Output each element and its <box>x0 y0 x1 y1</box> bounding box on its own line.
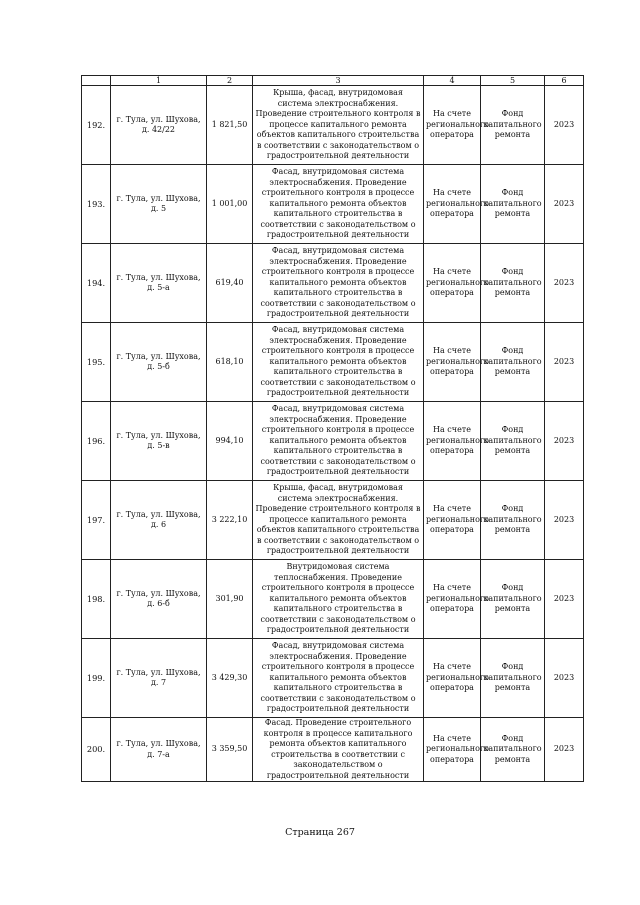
funding-source-cell: Фонд капитального ремонта <box>481 639 545 718</box>
area-cell: 1 821,50 <box>207 86 253 165</box>
account-type-cell: На счете регионального оператора <box>424 481 481 560</box>
address-cell: г. Тула, ул. Шухова, д. 6-б <box>111 560 207 639</box>
row-number-cell: 198. <box>82 560 111 639</box>
funding-source-cell: Фонд капитального ремонта <box>481 402 545 481</box>
area-cell: 994,10 <box>207 402 253 481</box>
account-type-cell: На счете регионального оператора <box>424 165 481 244</box>
works-description-cell: Крыша, фасад, внутридомовая система электроснабжения. Проведение строительного контроля в процессе капитального ремонта объектов капитального строительства в соответствии с законодательством о градостроительной деятельности <box>253 86 424 165</box>
works-description-cell: Фасад, внутридомовая система электроснабжения. Проведение строительного контроля в процессе капитального ремонта объектов капитального строительства в соответствии с законодательством о градостроительной деятельности <box>253 639 424 718</box>
account-type-cell: На счете регионального оператора <box>424 560 481 639</box>
year-cell: 2023 <box>545 639 584 718</box>
works-description-cell: Внутридомовая система теплоснабжения. Проведение строительного контроля в процессе капитального ремонта объектов капитального строительства в соответствии с законодательством о градостроительной деятельности <box>253 560 424 639</box>
area-cell: 618,10 <box>207 323 253 402</box>
works-description-cell: Крыша, фасад, внутридомовая система электроснабжения. Проведение строительного контроля в процессе капитального ремонта объектов капитального строительства в соответствии с законодательством о градостроительной деятельности <box>253 481 424 560</box>
address-cell: г. Тула, ул. Шухова, д. 7 <box>111 639 207 718</box>
table-row <box>82 323 584 402</box>
address-cell: г. Тула, ул. Шухова, д. 6 <box>111 481 207 560</box>
year-cell: 2023 <box>545 402 584 481</box>
row-number-cell: 197. <box>82 481 111 560</box>
funding-source-cell: Фонд капитального ремонта <box>481 86 545 165</box>
works-description-cell: Фасад, внутридомовая система электроснабжения. Проведение строительного контроля в процессе капитального ремонта объектов капитального строительства в соответствии с законодательством о градостроительной деятельности <box>253 165 424 244</box>
area-cell: 3 359,50 <box>207 718 253 782</box>
year-cell: 2023 <box>545 481 584 560</box>
address-cell: г. Тула, ул. Шухова, д. 7-а <box>111 718 207 782</box>
account-type-cell: На счете регионального оператора <box>424 639 481 718</box>
account-type-cell: На счете регионального оператора <box>424 323 481 402</box>
table-row <box>82 560 584 639</box>
address-cell: г. Тула, ул. Шухова, д. 5-а <box>111 244 207 323</box>
account-type-cell: На счете регионального оператора <box>424 86 481 165</box>
address-cell: г. Тула, ул. Шухова, д. 5-в <box>111 402 207 481</box>
row-number-cell: 194. <box>82 244 111 323</box>
account-type-cell: На счете регионального оператора <box>424 718 481 782</box>
table-body <box>82 76 584 782</box>
table-row <box>82 481 584 560</box>
header-cell: 5 <box>481 76 545 86</box>
header-cell: 1 <box>111 76 207 86</box>
header-cell: 6 <box>545 76 584 86</box>
area-cell: 1 001,00 <box>207 165 253 244</box>
header-cell: 2 <box>207 76 253 86</box>
area-cell: 3 222,10 <box>207 481 253 560</box>
works-description-cell: Фасад, внутридомовая система электроснабжения. Проведение строительного контроля в процессе капитального ремонта объектов капитального строительства в соответствии с законодательством о градостроительной деятельности <box>253 323 424 402</box>
address-cell: г. Тула, ул. Шухова, д. 42/22 <box>111 86 207 165</box>
area-cell: 301,90 <box>207 560 253 639</box>
table-row <box>82 165 584 244</box>
row-number-cell: 192. <box>82 86 111 165</box>
header-cell: 3 <box>253 76 424 86</box>
row-number-cell: 199. <box>82 639 111 718</box>
funding-source-cell: Фонд капитального ремонта <box>481 481 545 560</box>
funding-source-cell: Фонд капитального ремонта <box>481 165 545 244</box>
year-cell: 2023 <box>545 323 584 402</box>
funding-source-cell: Фонд капитального ремонта <box>481 560 545 639</box>
year-cell: 2023 <box>545 86 584 165</box>
capital-repair-table <box>81 75 584 782</box>
year-cell: 2023 <box>545 560 584 639</box>
row-number-cell: 196. <box>82 402 111 481</box>
table-row <box>82 402 584 481</box>
area-cell: 619,40 <box>207 244 253 323</box>
row-number-cell: 195. <box>82 323 111 402</box>
header-cell: 4 <box>424 76 481 86</box>
address-cell: г. Тула, ул. Шухова, д. 5-б <box>111 323 207 402</box>
works-description-cell: Фасад. Проведение строительного контроля в процессе капитального ремонта объектов капитального строительства в соответствии с законодательством о градостроительной деятельности <box>253 718 424 782</box>
address-cell: г. Тула, ул. Шухова, д. 5 <box>111 165 207 244</box>
area-cell: 3 429,30 <box>207 639 253 718</box>
table-header-row <box>82 76 584 86</box>
year-cell: 2023 <box>545 165 584 244</box>
table-row <box>82 718 584 782</box>
row-number-cell: 193. <box>82 165 111 244</box>
funding-source-cell: Фонд капитального ремонта <box>481 323 545 402</box>
table-row <box>82 639 584 718</box>
funding-source-cell: Фонд капитального ремонта <box>481 244 545 323</box>
funding-source-cell: Фонд капитального ремонта <box>481 718 545 782</box>
year-cell: 2023 <box>545 718 584 782</box>
table-row <box>82 244 584 323</box>
table-row <box>82 86 584 165</box>
account-type-cell: На счете регионального оператора <box>424 244 481 323</box>
works-description-cell: Фасад, внутридомовая система электроснабжения. Проведение строительного контроля в процессе капитального ремонта объектов капитального строительства в соответствии с законодательством о градостроительной деятельности <box>253 402 424 481</box>
page-number: Страница 267 <box>285 827 355 838</box>
row-number-cell: 200. <box>82 718 111 782</box>
year-cell: 2023 <box>545 244 584 323</box>
account-type-cell: На счете регионального оператора <box>424 402 481 481</box>
works-description-cell: Фасад, внутридомовая система электроснабжения. Проведение строительного контроля в процессе капитального ремонта объектов капитального строительства в соответствии с законодательством о градостроительной деятельности <box>253 244 424 323</box>
header-cell <box>82 76 111 86</box>
